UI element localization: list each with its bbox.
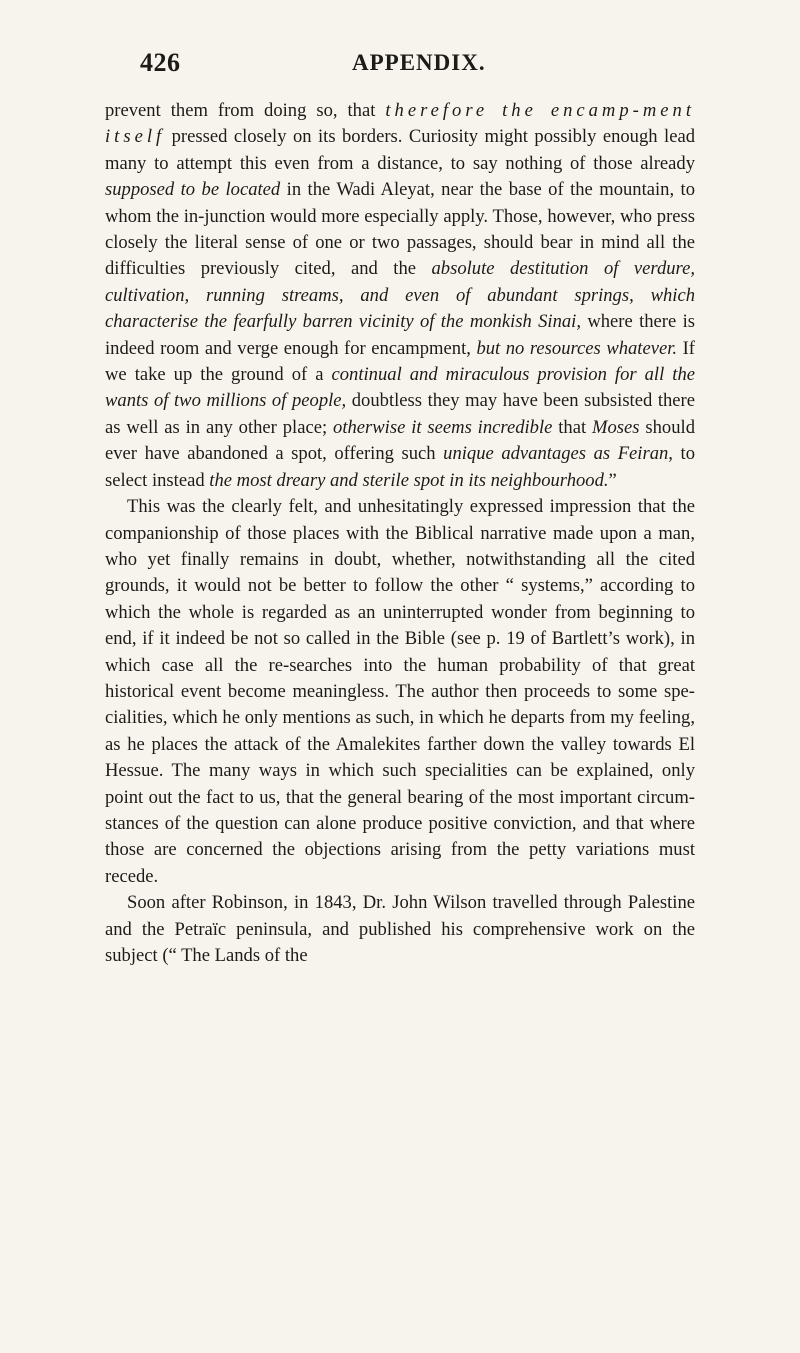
text-run: doubtless they may have been subsisted there as well as in any other place; — [105, 390, 695, 438]
text-run: prevent them from doing so, that — [105, 100, 386, 121]
emphasis-run: Moses — [592, 416, 640, 438]
emphasis-run: otherwise it seems incredible — [333, 416, 553, 438]
body-text — [105, 98, 695, 969]
text-run: pressed closely on its borders. Curiosity might possibly enough lead many to attempt this even from a distance, to say nothing of those already — [105, 126, 695, 174]
text-run: Soon after Robinson, in 1843, Dr. John Wilson travelled through Palestine and the Petraïc peninsula, and published his comprehensive work on the subject (“ The Lands of the — [105, 892, 695, 966]
emphasis-run: therefore the encamp-ment itself — [105, 100, 695, 148]
text-run: to select instead — [105, 443, 695, 491]
page-number: 426 — [140, 48, 181, 77]
text-run: should ever have abandoned a spot, offering such — [105, 416, 695, 465]
running-head: APPENDIX. — [352, 50, 486, 75]
paragraph-1 — [105, 98, 695, 494]
text-run: This was the clearly felt, and unhesitatingly expressed impression that the companionship of those places with the Biblical narrative made upon a man, who yet finally remains in doubt, whether, notwithstanding all the cited grounds, it would not be better to follow the other “ systems,” according to which the whole is regarded as an uninterrupted wonder from beginning to end, if it indeed be not so called in the Bible (see p. 19 of Bartlett’s work), in which case all the re-searches into the human probability of that great historical event become meaningless. The author then proceeds to some spe-cialities, which he only mentions as such, in which he departs from my feeling, as he places the attack of the Amalekites farther down the valley towards El Hessue. The many ways in which such specialities can be explained, only point out the fact to us, that the general bearing of the most important circum-stances of the question can alone produce positive conviction, and that where those are concerned the objections arising from the petty variations must recede. — [105, 496, 695, 887]
emphasis-run: absolute destitution of verdure, cultivation, running streams, and even of abundant springs, which characterise the fearfully barren vicinity of the monkish Sinai, — [105, 258, 696, 333]
text-run: ” — [608, 469, 617, 491]
paragraph-2 — [105, 494, 695, 890]
text-run: that — [552, 416, 593, 438]
text-run: where there is indeed room and verge enough for encampment, — [105, 311, 695, 359]
text-run: If we take up the ground of a — [105, 337, 695, 386]
page-header — [0, 48, 800, 88]
emphasis-run: unique advantages as Feiran, — [443, 443, 673, 465]
emphasis-run: but no resources whatever. — [476, 337, 678, 359]
emphasis-run: continual and miraculous provision for all the wants of two millions of people, — [105, 364, 695, 412]
emphasis-run: supposed to be located — [105, 179, 281, 201]
emphasis-run: the most dreary and sterile spot in its neighbourhood. — [209, 469, 609, 491]
text-run: in the Wadi Aleyat, near the base of the mountain, to whom the in-junction would more especially apply. Those, however, who press closely the literal sense of one or two passages, should bear in mind all the difficulties previously cited, and the — [105, 179, 696, 280]
paragraph-3 — [105, 890, 695, 969]
